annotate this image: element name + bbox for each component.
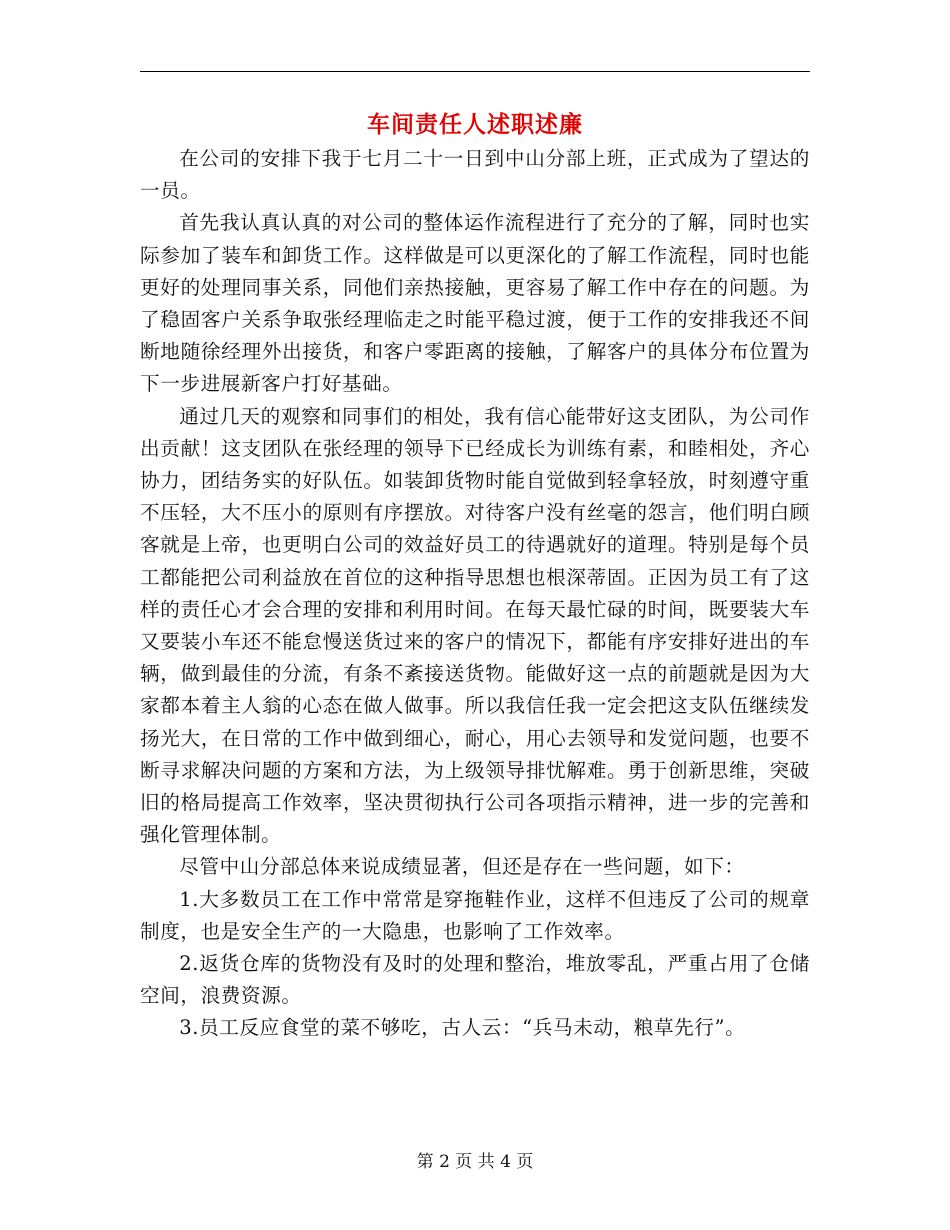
footer-suffix: 页 xyxy=(516,1152,534,1172)
footer-prefix: 第 xyxy=(416,1152,434,1172)
footer-total-pages: 4 xyxy=(500,1152,511,1172)
paragraph-issue-2: 2.返货仓库的货物没有及时的处理和整治，堆放零乱，严重占用了仓储空间，浪费资源。 xyxy=(140,952,810,1008)
header-rule xyxy=(140,71,810,72)
paragraph-team: 通过几天的观察和同事们的相处，我有信心能带好这支团队，为公司作出贡献！这支团队在张经理的领导下已经成长为训练有素，和睦相处，齐心协力，团结务实的好队伍。如装卸货物时能自觉做到轻拿轻放，时刻遵守重不压轻，大不压小的原则有序摆放。对待客户没有丝毫的怨言，他们明白顾客就是上帝，也更明白公司的效益好员工的待遇就好的道理。特别是每个员工都能把公司利益放在首位的这种指导思想也根深蒂固。正因为员工有了这样的责任心才会合理的安排和利用时间。在每天最忙碌的时间，既要装大车又要装小车还不能怠慢送货过来的客户的情况下，都能有序安排好进出的车辆，做到最佳的分流，有条不紊接送货物。能做好这一点的前题就是因为大家都本着主人翁的心态在做人做事。所以我信任我一定会把这支队伍继续发扬光大，在日常的工作中做到细心，耐心，用心去领导和发觉问题，也要不断寻求解决问题的方案和方法，为上级领导排忧解难。勇于创新思维，突破旧的格局提高工作效率，坚决贯彻执行公司各项指示精神，进一步的完善和强化管理体制。 xyxy=(140,404,810,847)
paragraph-issue-1: 1.大多数员工在工作中常常是穿拖鞋作业，这样不但违反了公司的规章制度，也是安全生产的一大隐患，也影响了工作效率。 xyxy=(140,887,810,943)
paragraph-issue-3: 3.员工反应食堂的菜不够吃，古人云：“兵马未动，粮草先行”。 xyxy=(179,1016,746,1040)
paragraph-familiarization: 首先我认真认真的对公司的整体运作流程进行了充分的了解，同时也实际参加了装车和卸货工作。这样做是可以更深化的了解工作流程，同时也能更好的处理同事关系，同他们亲热接触，更容易了解工作中存在的问题。为了稳固客户关系争取张经理临走之时能平稳过渡，便于工作的安排我还不间断地随徐经理外出接货，和客户零距离的接触，了解客户的具体分布位置为下一步进展新客户打好基础。 xyxy=(140,211,810,396)
page-footer xyxy=(0,1150,950,1174)
footer-middle: 页 共 xyxy=(455,1152,495,1172)
document-title: 车间责任人述职述廉 xyxy=(367,111,583,138)
paragraph-issues-intro: 尽管中山分部总体来说成绩显著，但还是存在一些问题，如下： xyxy=(179,855,745,879)
paragraph-intro: 在公司的安排下我于七月二十一日到中山分部上班，正式成为了望达的一员。 xyxy=(140,147,810,203)
footer-page-number: 2 xyxy=(439,1152,450,1172)
document-body xyxy=(140,143,810,1045)
